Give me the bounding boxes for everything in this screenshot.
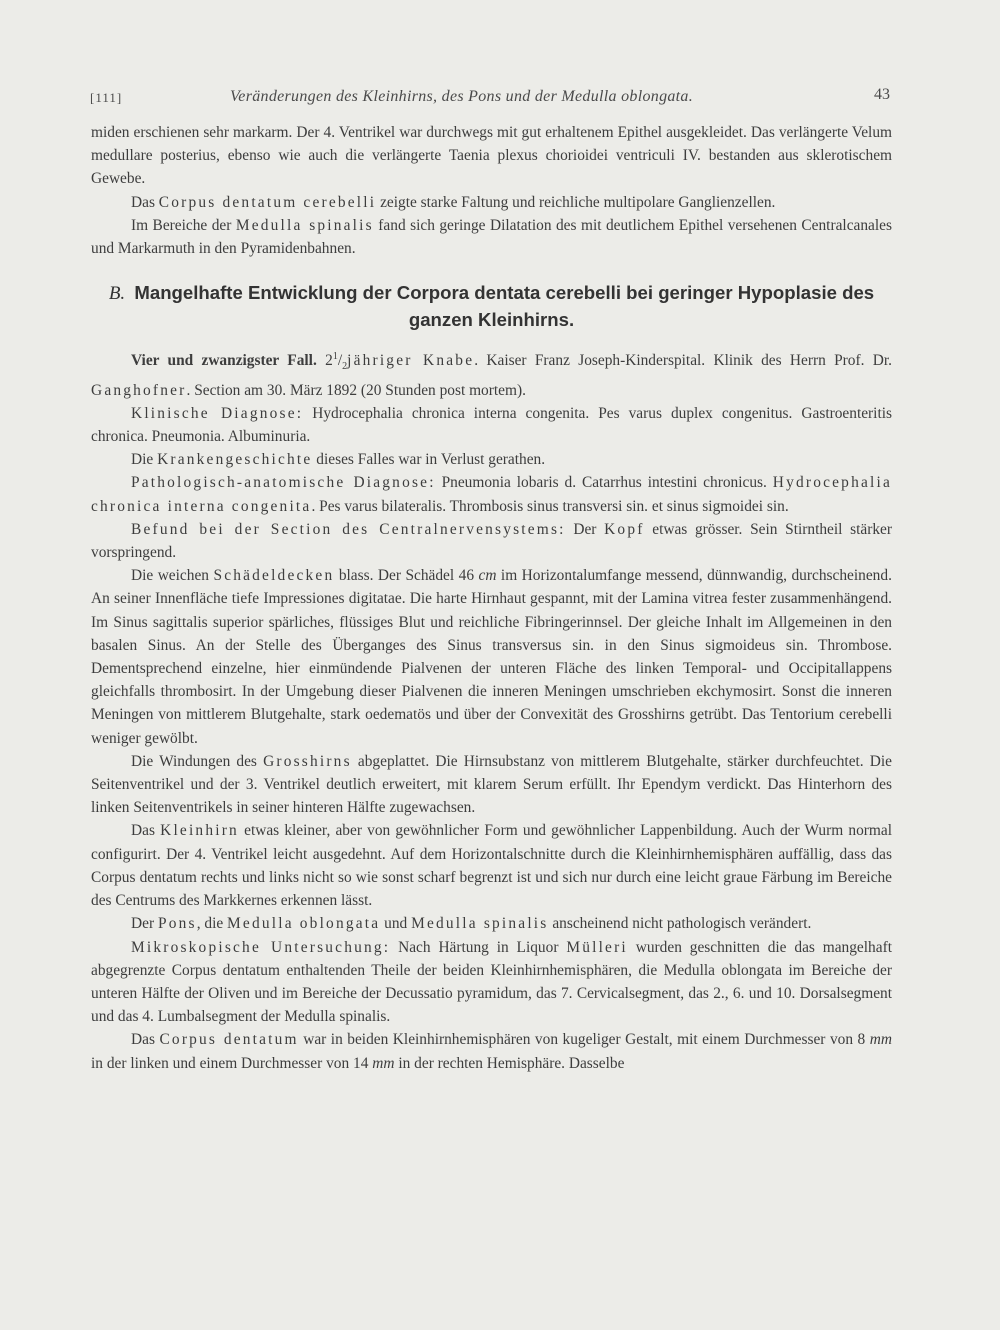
paragraph-cerebrum	[91, 750, 892, 820]
text: zeigte starke Faltung und reichliche multipolare Ganglienzellen.	[380, 193, 776, 211]
section-letter: B.	[108, 283, 126, 305]
text: war in beiden Kleinhirnhemisphären von kugeliger Gestalt, mit einem Durchmesser von 8	[303, 1031, 866, 1049]
text: . Pes varus bilateralis. Thrombosis sinus transversi sin. et sinus sigmoidei sin.	[311, 497, 789, 515]
running-title: Veränderungen des Kleinhirns, des Pons und der Medulla oblongata.	[230, 88, 694, 105]
text: Hydrocephalia chronica interna congenita. Pes varus duplex congenitus. Gastroenteritis chronica. Pneumonia. Albuminuria.	[91, 404, 892, 446]
text: Die	[131, 451, 154, 469]
text: Nach Härtung in Liquor	[398, 938, 559, 956]
body-text	[91, 121, 892, 1075]
text: abgeplattet. Die Hirnsubstanz von mittlerem Blutgehalte, stärker durchfeuchtet. Die Seitenventrikel und der 3. Ventrikel deutlich erweitert, mit klarem Serum erfüllt. Ihr Ependym verdickt. Das Hinterhorn des linken Seitenventrikels in seiner hinteren Hälfte zugewachsen.	[91, 752, 893, 817]
text: Der	[573, 520, 597, 538]
header-reference: [111]	[90, 90, 123, 105]
spaced-term: Medulla spinalis	[235, 216, 374, 234]
paragraph-section-findings	[91, 518, 892, 564]
spaced-name: Ganghofner	[91, 381, 187, 399]
age-whole: 2	[325, 352, 333, 370]
paragraph-case-history	[91, 448, 892, 471]
text: anscheinend nicht pathologisch verändert.	[552, 915, 812, 933]
paragraph-corpus-dentatum	[91, 1028, 892, 1074]
text: blass. Der Schädel 46	[338, 567, 475, 585]
spaced-term: Klinische Diagnose:	[131, 404, 304, 422]
unit: mm	[869, 1031, 892, 1049]
paragraph-medulla-spinalis	[91, 214, 892, 260]
spaced-term: Pathologisch-anatomische Diagnose:	[131, 474, 436, 492]
paragraph-cerebellum	[91, 819, 892, 912]
text: , die	[196, 915, 224, 933]
spaced-term: Schädeldecken	[213, 567, 335, 585]
text: wurden geschnitten die das mangelhaft abgegrenzte Corpus dentatum enthaltenden Theile der beiden Kleinhirnhemisphären, die Medulla oblongata im Bereiche der unteren Hälfte der Oliven und im Bereiche der Decussatio pyramidum, das 7. Cervicalsegment, das 2., 6. und 10. Dorsalsegment und das 4. Lumbalsegment der Medulla spinalis.	[91, 938, 892, 1026]
text: Die weichen	[131, 567, 209, 585]
spaced-term: Mülleri	[566, 938, 628, 956]
spaced-term: Kopf	[604, 520, 645, 538]
text: etwas kleiner, aber von gewöhnlicher Form und gewöhnlicher Lappenbildung. Auch der Wurm normal configurirt. Der 4. Ventrikel leicht ausgedehnt. Auf dem Horizontalschnitte durch die Kleinhirnhemisphären auffällig, dass das Corpus dentatum rechts und links nicht so wie sonst scharf begrenzt ist und sich nur durch eine leicht graue Färbung im Bereiche des Centrums des Markkernes erkennen lässt.	[91, 822, 892, 910]
text: Die Windungen des	[131, 752, 257, 770]
age-fraction-denominator: 2	[342, 361, 348, 373]
spaced-term: Mikroskopische Untersuchung:	[131, 938, 391, 956]
spaced-term: Kleinhirn	[160, 822, 239, 840]
paragraph-continuation: miden erschienen sehr markarm. Der 4. Ventrikel war durchwegs mit gut erhaltenem Epithel ausgekleidet. Das verlängerte Velum medullare posterius, ebenso wie auch die verlängerte Taenia plexus chorioidei ventriculi IV. bestanden aus sklerotischem Gewebe.	[91, 124, 892, 188]
section-title: Mangelhafte Entwicklung der Corpora dentata cerebelli bei geringer Hypoplasie des ganzen Kleinhirns.	[134, 282, 875, 331]
case-title: Vier und zwanzigster Fall.	[131, 352, 317, 370]
spaced-term: Krankengeschichte	[157, 451, 313, 469]
paragraph-microscopic	[91, 936, 892, 1029]
text: in der linken und einem Durchmesser von 14	[91, 1054, 369, 1072]
text: Pneumonia lobaris d. Catarrhus intestini chronicus.	[441, 474, 767, 492]
text: Das	[131, 1031, 155, 1049]
paragraph-clinical-diagnosis	[91, 402, 892, 448]
text: und	[384, 915, 408, 933]
spaced-term: Hydrocephalia chronica interna congenita	[91, 474, 892, 515]
text: im Horizontalumfange messend, dünnwandig, durchscheinend. An seiner Innenfläche tiefe Impressiones digitatae. Die harte Hirnhaut gespannt, mit der Lamina vitrea fester zusammenhängend. Im Sinus sagittalis superior spärliches, flüssiges Blut und reichliche Fibringerinnsel. Der gleiche Inhalt im Allgemeinen in den basalen Sinus. An der Stelle des Überganges des Sinus transversus sin. in den Sinus sigmoideus sin. Thrombose. Dementsprechend einzelne, hier einmündende Pialvenen der unteren Fläche des linken Temporal- und Occipitallappens gleichfalls thrombosirt. In der Umgebung dieser Pialvenen die inneren Meningen umschrieben ekchymosirt. Sonst die inneren Meningen von mittlerem Blutgehalte, stark oedematös und über der Convexität des Grosshirns getrübt. Das Tentorium cerebelli weniger gewölbt.	[91, 567, 892, 747]
paragraph-pathological-diagnosis	[91, 471, 892, 517]
section-heading	[91, 280, 892, 333]
text: dieses Falles war in Verlust gerathen.	[316, 451, 546, 469]
spaced-term: Corpus dentatum cerebelli	[158, 193, 377, 211]
paragraph-pons	[91, 912, 892, 935]
spaced-term: Grosshirns	[263, 752, 352, 770]
text: . Kaiser Franz Joseph-Kinderspital. Klinik des Herrn Prof. Dr.	[474, 352, 892, 370]
paragraph-corpus-dentatum-cerebelli	[91, 191, 892, 214]
paragraph-case-intro: Vier und zwanzigster Fall. $2^1/_2jähriger$ Knabe. Kaiser Franz Joseph-Kinderspital. Klinik des Herrn Prof. Dr. Ganghofner. Section am 30. März 1892 (20 Stunden post mortem).	[91, 351, 892, 399]
spaced-term: Medulla spinalis	[411, 915, 549, 933]
age-fraction-numerator: 1	[332, 351, 338, 363]
spaced-term: jähriger Knabe	[347, 352, 475, 370]
text: fand sich geringe Dilatation des mit deutlichem Epithel versehenen Centralcanales und Markarmuth in den Pyramidenbahnen.	[91, 216, 892, 258]
text: etwas grösser. Sein Stirntheil stärker vorspringend.	[91, 520, 892, 562]
text: in der rechten Hemisphäre. Dasselbe	[398, 1054, 625, 1072]
spaced-term: Medulla oblongata	[227, 915, 381, 933]
text: . Section am 30. März 1892 (20 Stunden post mortem).	[186, 381, 526, 399]
unit: mm	[372, 1054, 395, 1072]
spaced-term: Corpus dentatum	[159, 1031, 299, 1049]
spaced-term: Pons	[157, 915, 197, 933]
text: Im Bereiche der	[131, 216, 232, 234]
page-number: 43	[874, 86, 890, 103]
text: Der	[131, 915, 155, 933]
text: Das	[131, 822, 155, 840]
unit: cm	[478, 567, 497, 585]
page-header	[90, 88, 890, 112]
spaced-term: Befund bei der Section des Centralnervensystems:	[131, 520, 566, 538]
text: Das	[131, 193, 155, 211]
paragraph-skull	[91, 564, 892, 750]
